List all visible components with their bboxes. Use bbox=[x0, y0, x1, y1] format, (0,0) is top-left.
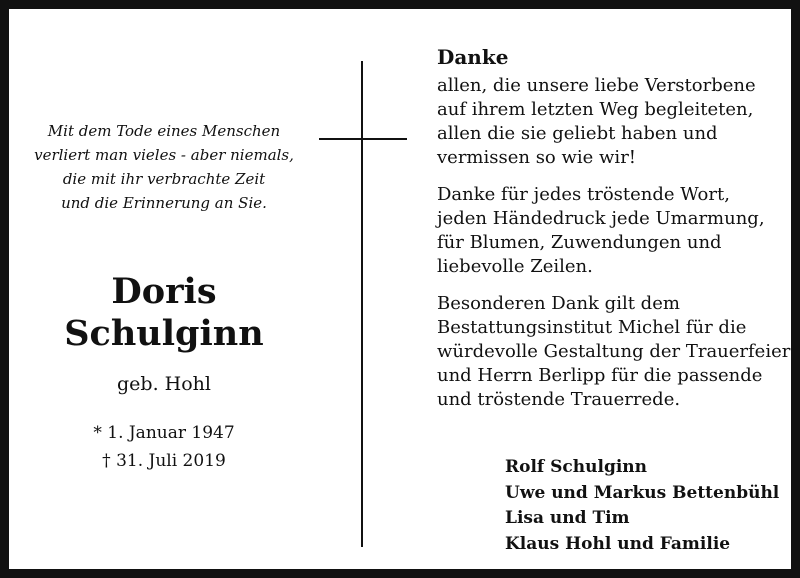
thanks-line: und tröstende Trauerrede. bbox=[437, 389, 681, 410]
thanks-line: liebevolle Zeilen. bbox=[437, 256, 593, 277]
deceased-born-name: geb. Hohl bbox=[117, 373, 211, 395]
quote-line: die mit ihr verbrachte Zeit bbox=[62, 170, 266, 188]
thanks-line: und Herrn Berlipp für die passende bbox=[437, 365, 763, 386]
thanks-line: auf ihrem letzten Weg begleiteten, bbox=[437, 99, 754, 120]
thanks-line: Danke für jedes tröstende Wort, bbox=[437, 184, 730, 205]
thanks-line: Bestattungsinstitut Michel für die bbox=[437, 317, 747, 338]
signer-name: Klaus Hohl und Familie bbox=[505, 533, 731, 554]
thanks-line: jeden Händedruck jede Umarmung, bbox=[437, 208, 765, 229]
death-date: † 31. Juli 2019 bbox=[102, 451, 226, 471]
signer-name: Uwe und Markus Bettenbühl bbox=[505, 482, 780, 503]
thanks-line: allen, die unsere liebe Verstorbene bbox=[437, 75, 756, 96]
thanks-line: allen die sie geliebt haben und bbox=[437, 123, 718, 144]
thanks-paragraph bbox=[437, 74, 800, 170]
signer-name: Lisa und Tim bbox=[505, 508, 630, 528]
birth-date: * 1. Januar 1947 bbox=[93, 423, 235, 443]
deceased-last-name: Schulginn bbox=[64, 313, 264, 354]
deceased-first-name: Doris bbox=[111, 271, 217, 312]
thanks-paragraph bbox=[437, 183, 800, 279]
signers-list bbox=[505, 455, 800, 557]
cross-horizontal-bar bbox=[319, 138, 407, 140]
thanks-line: würdevolle Gestaltung der Trauerfeier bbox=[437, 341, 791, 362]
thanks-line: Besonderen Dank gilt dem bbox=[437, 293, 680, 314]
cross-vertical-bar bbox=[361, 61, 363, 547]
quote-line: und die Erinnerung an Sie. bbox=[61, 194, 267, 212]
memorial-quote bbox=[29, 119, 299, 215]
quote-line: Mit dem Tode eines Menschen bbox=[47, 122, 281, 140]
life-dates bbox=[29, 419, 299, 475]
thanks-line: vermissen so wie wir! bbox=[437, 147, 637, 168]
signer-name: Rolf Schulginn bbox=[505, 457, 648, 477]
thanks-line: für Blumen, Zuwendungen und bbox=[437, 232, 722, 253]
thanks-heading: Danke bbox=[437, 45, 509, 69]
thanks-paragraph bbox=[437, 292, 800, 412]
quote-line: verliert man vieles - aber niemals, bbox=[34, 146, 294, 164]
thanks-section bbox=[437, 44, 800, 425]
deceased-name bbox=[29, 271, 299, 355]
